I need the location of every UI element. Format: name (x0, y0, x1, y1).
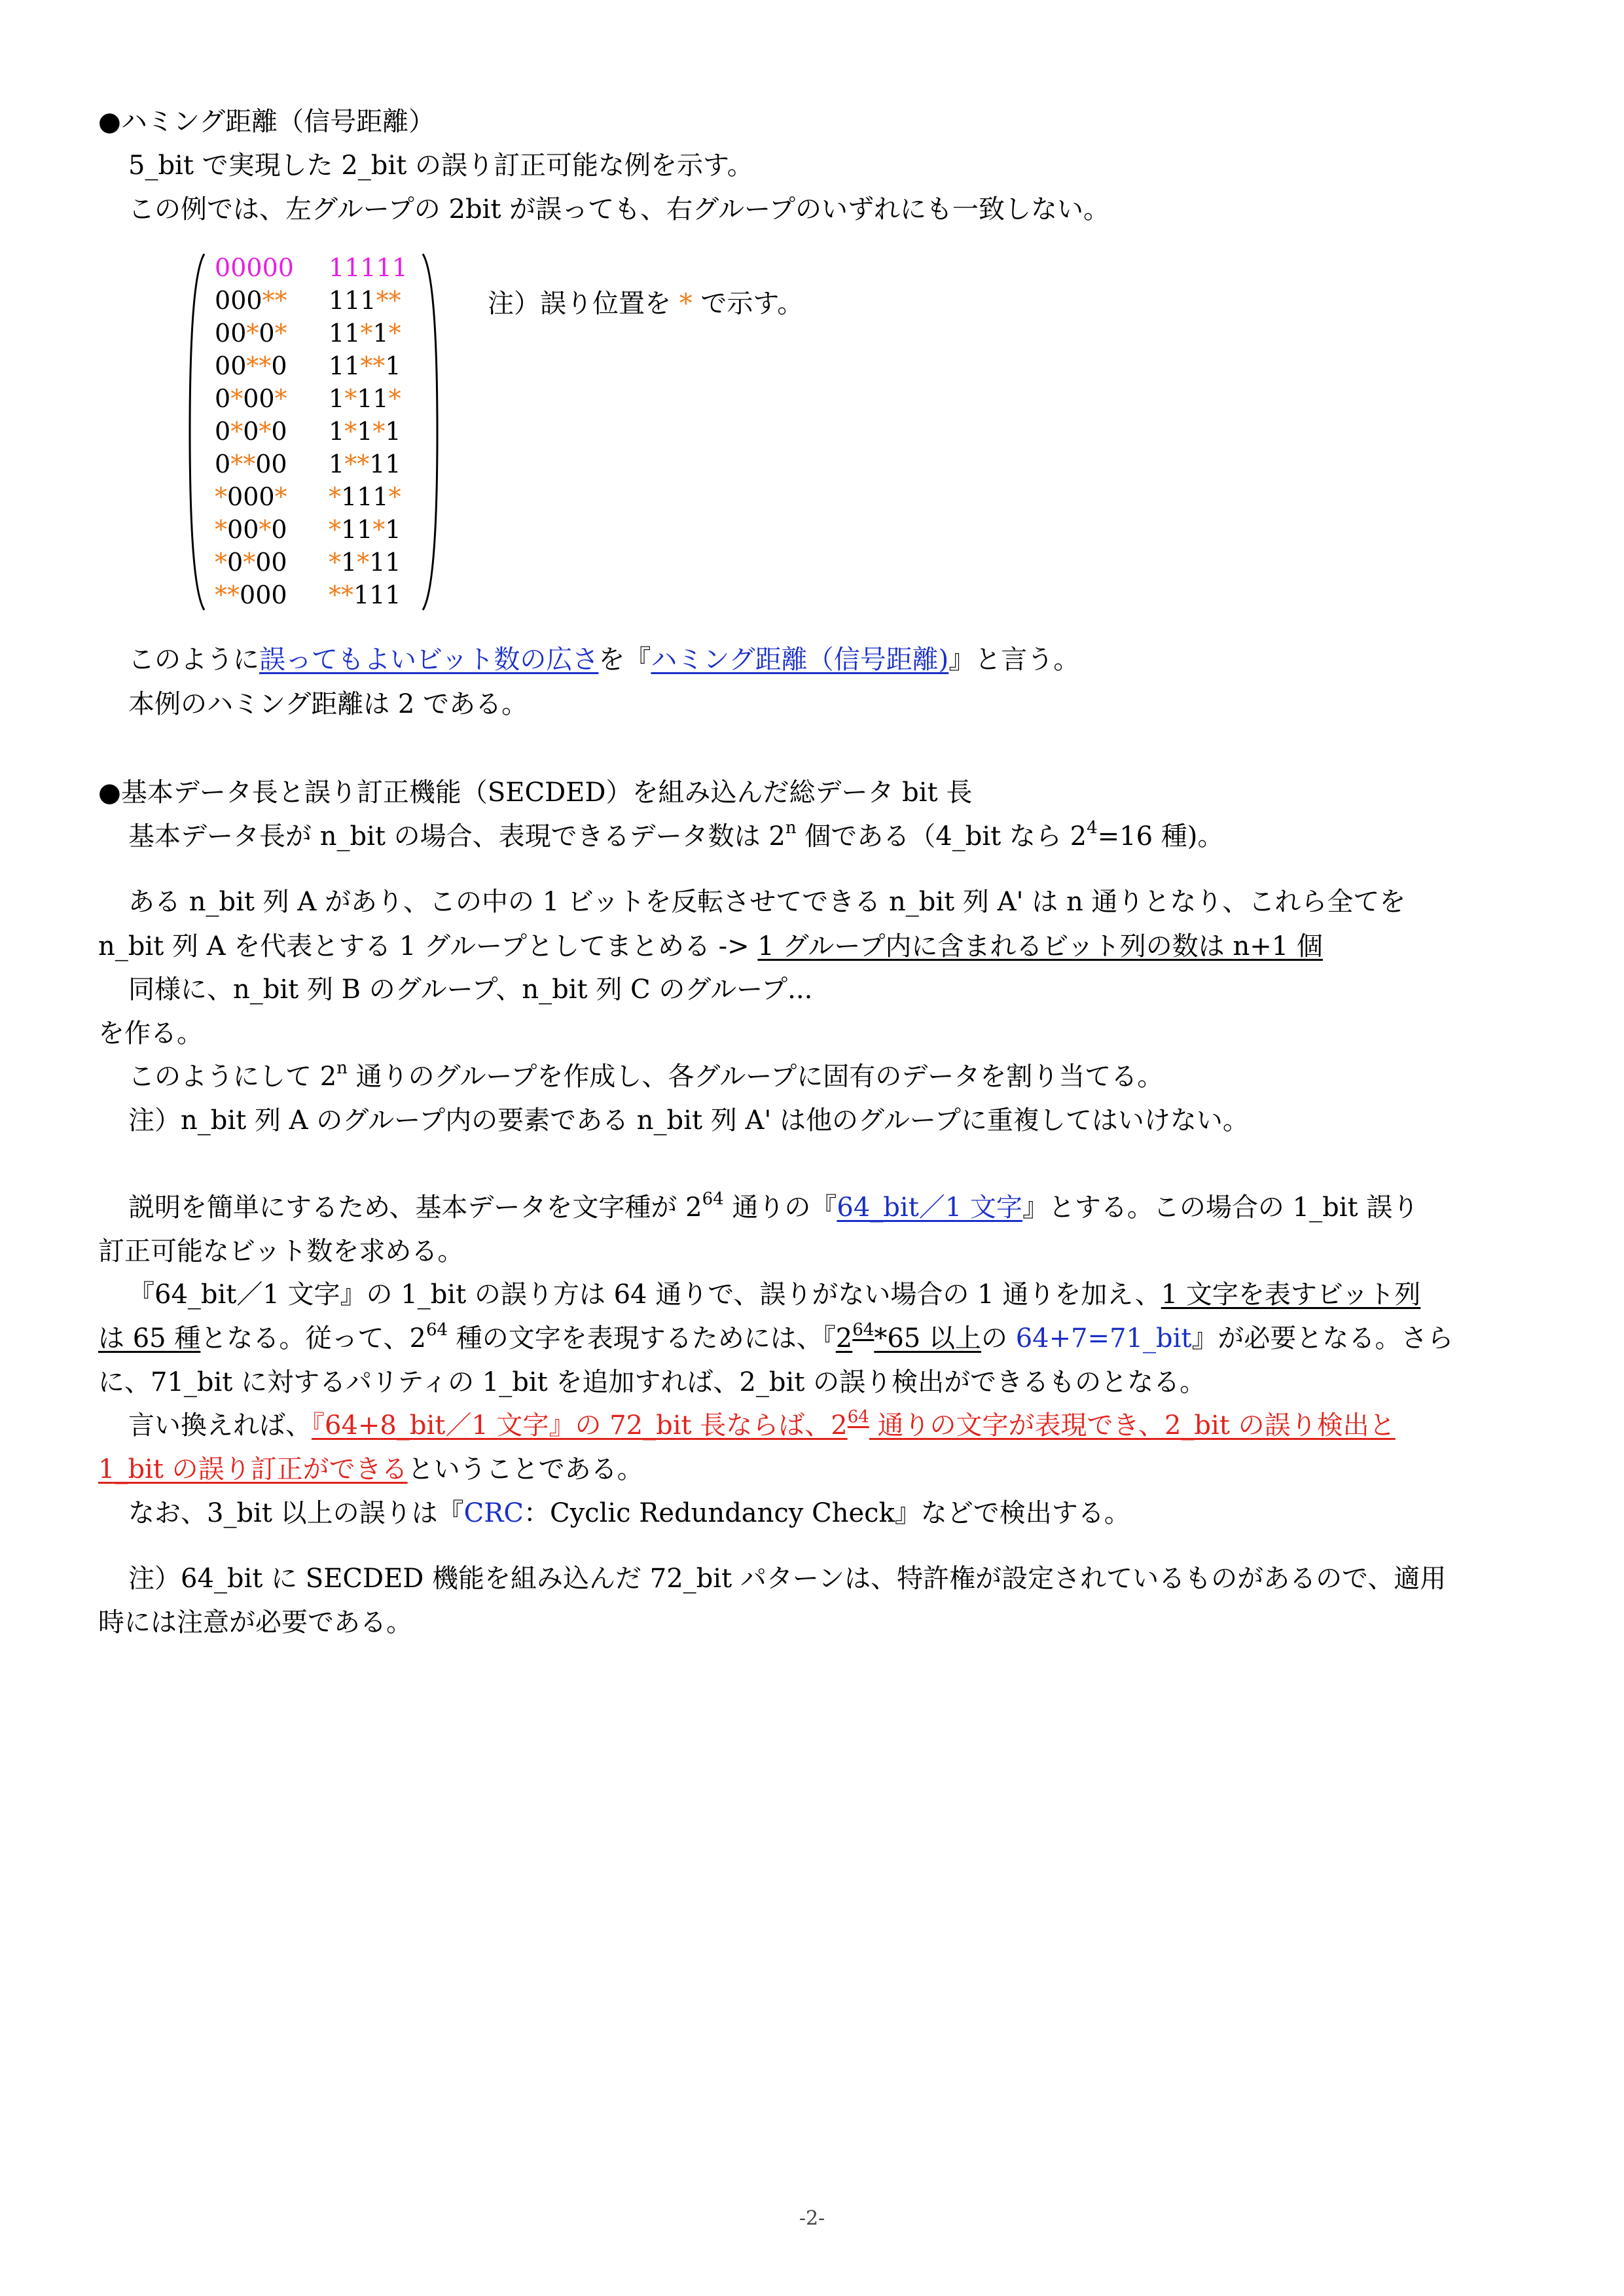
emphasis-red: 1_bit の誤り訂正ができる (98, 1454, 408, 1484)
bit-pattern-cell: *000* (215, 482, 287, 511)
section-heading-secded: ●基本データ長と誤り訂正機能（SECDED）を組み込んだ総データ bit 長 (98, 778, 973, 808)
text: 『64_bit／1 文字』の 1_bit の誤り方は 64 通りで、誤りがない場合の 1 通りを加え、 (128, 1280, 1161, 1310)
underlined-text: 2 (835, 1323, 853, 1354)
paragraph-line (128, 1058, 1163, 1095)
highlight-blue: CRC (463, 1498, 524, 1528)
bit-pattern-cell: 0*0*0 (215, 417, 287, 446)
bit-pattern-cell: 11111 (329, 253, 408, 282)
paragraph-line (128, 1407, 1396, 1444)
text: 』とする。この場合の 1_bit 誤り (1022, 1193, 1419, 1223)
superscript: 64 (847, 1407, 869, 1427)
bit-pattern-cell: 1*11* (329, 384, 401, 413)
bit-pattern-cell: 0*00* (215, 384, 287, 413)
text: ：Cyclic Redundancy Check』などで検出する。 (523, 1498, 1130, 1528)
bit-pattern-cell: *111* (329, 482, 401, 511)
note-text: 注）誤り位置を (488, 289, 679, 319)
bit-pattern-cell: 111** (329, 286, 401, 315)
paragraph-line (128, 1276, 1420, 1313)
bit-pattern-cell: 000** (215, 286, 287, 315)
emphasis-red: 通りの文字が表現でき、2_bit の誤り検出と (869, 1410, 1396, 1441)
text: このようにして 2 (128, 1062, 337, 1092)
paragraph-line: 時には注意が必要である。 (98, 1607, 412, 1638)
text: となる。従って、2 (200, 1323, 426, 1354)
paragraph-line: 注）64_bit に SECDED 機能を組み込んだ 72_bit パターンは、特許権が設定されているものがあるので、適用 (128, 1564, 1447, 1594)
asterisk-marker: * (679, 289, 693, 319)
paragraph-line: 訂正可能なビット数を求める。 (98, 1236, 464, 1266)
left-parenthesis (185, 251, 211, 613)
text: 』が必要となる。さら (1191, 1323, 1454, 1354)
text: 言い換えれば、 (128, 1410, 312, 1441)
bit-pattern-cell: **000 (215, 581, 287, 609)
text: 通りのグループを作成し、各グループに固有のデータを割り当てる。 (347, 1062, 1164, 1092)
bit-pattern-cell: *00*0 (215, 515, 287, 544)
paragraph-line: を作る。 (98, 1018, 203, 1049)
paragraph-line: 同様に、n_bit 列 B のグループ、n_bit 列 C のグループ... (128, 975, 813, 1005)
text: 個である（4_bit なら 2 (796, 821, 1087, 852)
link-64bit-per-char[interactable]: 64_bit／1 文字 (837, 1193, 1022, 1223)
bit-pattern-cell: *0*00 (215, 548, 287, 577)
text: 説明を簡単にするため、基本データを文字種が 2 (128, 1193, 702, 1223)
superscript: n (336, 1058, 348, 1078)
paragraph-line (98, 928, 1323, 965)
superscript: 4 (1087, 818, 1098, 838)
paragraph-line: 注）n_bit 列 A のグループ内の要素である n_bit 列 A' は他のグループに重複してはいけない。 (128, 1105, 1249, 1136)
text: =16 種)。 (1097, 821, 1224, 852)
page-number: -2- (799, 2207, 825, 2230)
bit-pattern-cell: *11*1 (329, 515, 401, 544)
paragraph-line (98, 1451, 643, 1488)
paragraph-line (128, 1495, 1130, 1532)
error-marker-note (488, 285, 803, 322)
superscript: 64 (425, 1320, 448, 1340)
paragraph-line (98, 1320, 1453, 1357)
text: の (981, 1323, 1016, 1354)
paragraph-line: ある n_bit 列 A があり、この中の 1 ビットを反転させてできる n_bit 列 A' は n 通りとなり、これら全てを (128, 887, 1406, 917)
highlight-blue: 64+7=71_bit (1015, 1323, 1192, 1354)
note-text: で示す。 (692, 289, 804, 319)
paragraph-line: この例では、左グループの 2bit が誤っても、右グループのいずれにも一致しない。 (128, 194, 1110, 224)
bit-pattern-cell: 11**1 (329, 351, 401, 380)
text: 』と言う。 (948, 645, 1080, 675)
emphasis-red: 『64+8_bit／1 文字』の 72_bit 長ならば、2 (312, 1410, 848, 1441)
right-parenthesis (416, 251, 442, 613)
underlined-text: *65 以上 (874, 1323, 981, 1354)
underlined-text: は 65 種 (98, 1323, 201, 1354)
text: n_bit 列 A を代表とする 1 グループとしてまとめる -> (98, 931, 758, 961)
paragraph-line (128, 1189, 1418, 1226)
link-hamming-distance[interactable]: ハミング距離（信号距離) (651, 645, 949, 675)
superscript: 64 (852, 1320, 875, 1340)
bit-pattern-cell: 00000 (215, 253, 294, 282)
bit-pattern-cell: 0**00 (215, 450, 287, 478)
superscript: 64 (702, 1189, 724, 1209)
paragraph-line: 本例のハミング距離は 2 である。 (128, 689, 528, 719)
text: ということである。 (407, 1454, 643, 1484)
section-heading-hamming: ●ハミング距離（信号距離） (98, 107, 435, 137)
paragraph-line: 5_bit で実現した 2_bit の誤り訂正可能な例を示す。 (128, 151, 753, 181)
underlined-text: 1 グループ内に含まれるビット列の数は n+1 個 (757, 931, 1323, 961)
text: なお、3_bit 以上の誤りは『 (128, 1498, 464, 1528)
bit-pattern-cell: **111 (329, 581, 401, 609)
paragraph-line (128, 818, 1223, 855)
underlined-text: 1 文字を表すビット列 (1161, 1280, 1421, 1310)
text: 通りの『 (723, 1193, 837, 1223)
link-bit-width[interactable]: 誤ってもよいビット数の広さ (259, 645, 599, 675)
text: を『 (598, 645, 651, 675)
hamming-summary (128, 641, 1079, 678)
text: 基本データ長が n_bit の場合、表現できるデータ数は 2 (128, 821, 785, 852)
bit-pattern-cell: *1*11 (329, 548, 401, 577)
bit-pattern-cell: 00**0 (215, 351, 287, 380)
text: このように (128, 645, 259, 675)
paragraph-line: に、71_bit に対するパリティの 1_bit を追加すれば、2_bit の誤り検出ができるものとなる。 (98, 1367, 1206, 1397)
bit-pattern-cell: 11*1* (329, 319, 401, 348)
text: 種の文字を表現するためには、『 (448, 1323, 836, 1354)
superscript: n (785, 818, 797, 838)
bit-pattern-cell: 00*0* (215, 319, 287, 348)
bit-pattern-cell: 1**11 (329, 450, 401, 478)
bit-pattern-cell: 1*1*1 (329, 417, 401, 446)
